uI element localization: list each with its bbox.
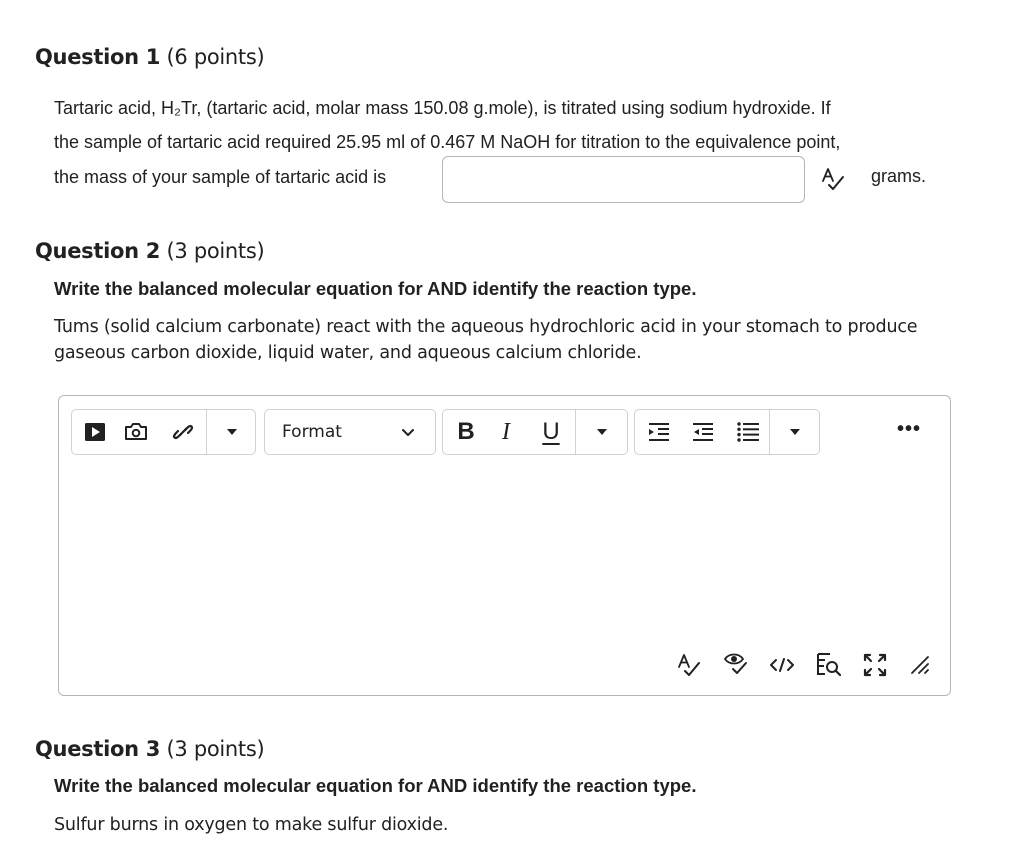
question-1-text-line-3: the mass of your sample of tartaric acid is	[54, 167, 387, 187]
toolbar-paragraph-group	[634, 409, 820, 455]
question-1-answer-input[interactable]	[442, 156, 805, 203]
question-2-points: (3 points)	[166, 239, 265, 263]
link-icon	[170, 419, 196, 445]
question-1-number: Question 1	[35, 45, 161, 69]
resize-icon[interactable]	[909, 654, 931, 676]
camera-icon	[124, 423, 148, 441]
preview-icon[interactable]	[816, 652, 842, 678]
question-3-heading	[35, 737, 264, 761]
question-2-heading	[35, 239, 264, 263]
insert-image-button[interactable]	[118, 410, 154, 454]
underline-button[interactable]: U	[542, 418, 560, 445]
spellcheck-icon[interactable]	[820, 166, 846, 192]
question-1-points: (6 points)	[166, 45, 265, 69]
text-style-more-dropdown[interactable]	[577, 410, 627, 454]
outdent-button[interactable]	[685, 410, 721, 454]
indent-icon	[647, 422, 671, 442]
toolbar-insert-group	[71, 409, 256, 455]
question-1-text-line-2: the sample of tartaric acid required 25.95 ml of 0.467 M NaOH for titration to the equivalence point,	[54, 132, 841, 152]
italic-button[interactable]: I	[502, 418, 510, 445]
format-select-label: Format	[282, 422, 342, 442]
fullscreen-icon[interactable]	[862, 652, 888, 678]
more-options-button[interactable]: •••	[897, 418, 922, 440]
insert-video-button[interactable]	[78, 410, 112, 454]
list-button[interactable]	[729, 410, 767, 454]
question-2-answer-editor[interactable]	[58, 395, 951, 696]
editor-content-area[interactable]	[71, 462, 939, 642]
question-1-text-line-1: Tartaric acid, H₂Tr, (tartaric acid, molar mass 150.08 g.mole), is titrated using sodium hydroxide. If	[54, 98, 831, 118]
toolbar-text-style-group	[442, 409, 628, 455]
question-3-points: (3 points)	[166, 737, 265, 761]
spellcheck-icon[interactable]	[676, 652, 702, 678]
question-3-prompt: Sulfur burns in oxygen to make sulfur dioxide.	[54, 815, 449, 835]
chevron-down-icon	[401, 428, 415, 438]
bold-button[interactable]: B	[457, 418, 475, 445]
question-1-unit: grams.	[871, 166, 927, 186]
list-icon	[736, 421, 760, 443]
format-select[interactable]	[264, 409, 436, 455]
question-2-prompt-line-1: Tums (solid calcium carbonate) react with the aqueous hydrochloric acid in your stomach to produce	[54, 317, 918, 337]
code-icon[interactable]	[769, 655, 795, 675]
question-2-number: Question 2	[35, 239, 161, 263]
question-3-number: Question 3	[35, 737, 161, 761]
caret-down-icon	[596, 428, 608, 436]
question-3-instruction: Write the balanced molecular equation for AND identify the reaction type.	[54, 775, 697, 796]
question-1-heading	[35, 45, 264, 69]
question-2-instruction: Write the balanced molecular equation for AND identify the reaction type.	[54, 278, 697, 299]
outdent-icon	[691, 422, 715, 442]
insert-link-button[interactable]	[162, 410, 204, 454]
caret-down-icon	[226, 428, 238, 436]
insert-more-dropdown[interactable]	[208, 410, 255, 454]
caret-down-icon	[789, 428, 801, 436]
video-icon	[84, 422, 106, 442]
accessibility-check-icon[interactable]	[723, 651, 749, 677]
paragraph-more-dropdown[interactable]	[771, 410, 819, 454]
indent-button[interactable]	[641, 410, 677, 454]
question-2-prompt-line-2: gaseous carbon dioxide, liquid water, and aqueous calcium chloride.	[54, 343, 642, 363]
